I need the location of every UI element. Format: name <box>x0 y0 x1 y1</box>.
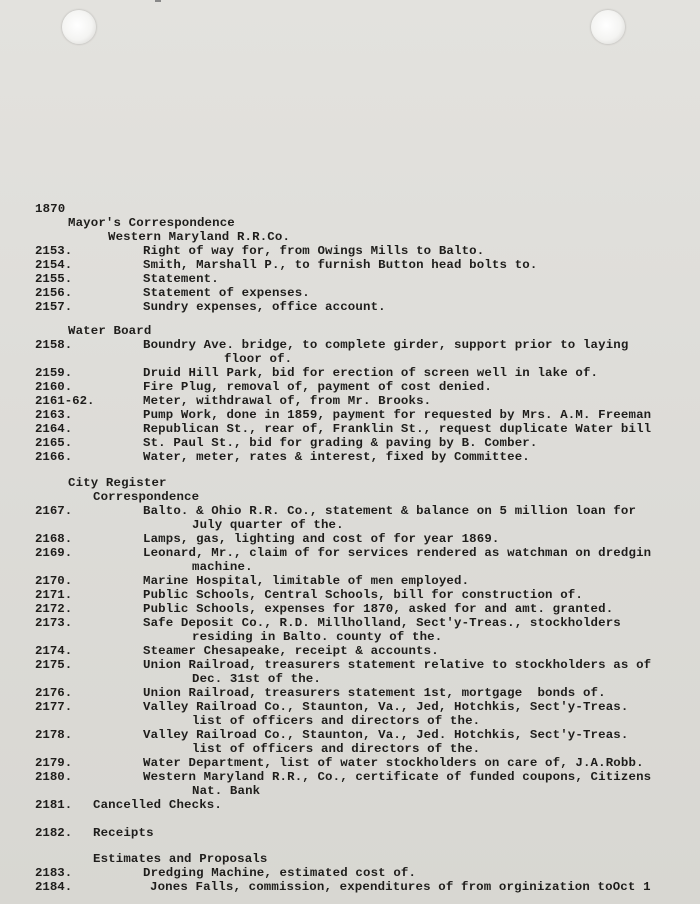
entry-number: 2169. <box>35 546 73 560</box>
entry-text: Druid Hill Park, bid for erection of screen well in lake of. <box>143 366 599 380</box>
entry-number: 2183. <box>35 866 73 880</box>
entry-continuation: list of officers and directors of the. <box>192 714 481 728</box>
entry-text: Union Railroad, treasurers statement relative to stockholders as of <box>143 658 652 672</box>
entry-text: Water, meter, rates & interest, fixed by Committee. <box>143 450 530 464</box>
entry-continuation: floor of. <box>224 352 293 366</box>
entry-text: Republican St., rear of, Franklin St., request duplicate Water bill <box>143 422 652 436</box>
entry-text: Marine Hospital, limitable of men employed. <box>143 574 470 588</box>
entry-number: 2158. <box>35 338 73 352</box>
section-heading-water-board: Water Board <box>68 324 152 338</box>
entry-number: 2177. <box>35 700 73 714</box>
entry-text: Lamps, gas, lighting and cost of for year 1869. <box>143 532 500 546</box>
entry-text: Western Maryland R.R., Co., certificate of funded coupons, Citizens <box>143 770 652 784</box>
entry-number: 2175. <box>35 658 73 672</box>
entry-text: Union Railroad, treasurers statement 1st, mortgage bonds of. <box>143 686 606 700</box>
entry-text: Pump Work, done in 1859, payment for requested by Mrs. A.M. Freeman <box>143 408 652 422</box>
entry-number: 2160. <box>35 380 73 394</box>
entry-number: 2173. <box>35 616 73 630</box>
entry-text: Balto. & Ohio R.R. Co., statement & balance on 5 million loan for <box>143 504 637 518</box>
entry-number: 2179. <box>35 756 73 770</box>
entry-continuation: residing in Balto. county of the. <box>192 630 443 644</box>
entry-text: Public Schools, expenses for 1870, asked for and amt. granted. <box>143 602 614 616</box>
entry-number: 2172. <box>35 602 73 616</box>
entry-continuation: Nat. Bank <box>192 784 261 798</box>
entry-number: 2157. <box>35 300 73 314</box>
entry-number: 2182. <box>35 826 73 840</box>
year-heading: 1870 <box>35 202 66 216</box>
section-heading-city-register: City Register <box>68 476 167 490</box>
entry-number: 2159. <box>35 366 73 380</box>
entry-text: Statement of expenses. <box>143 286 310 300</box>
entry-text: Right of way for, from Owings Mills to Balto. <box>143 244 485 258</box>
entry-number: 2176. <box>35 686 73 700</box>
punch-hole-right <box>591 10 625 44</box>
entry-continuation: machine. <box>192 560 253 574</box>
entry-number: 2161-62. <box>35 394 95 408</box>
entry-number: 2153. <box>35 244 73 258</box>
entry-text: Public Schools, Central Schools, bill for construction of. <box>143 588 583 602</box>
entry-text: Receipts <box>93 826 154 840</box>
entry-text: Boundry Ave. bridge, to complete girder, support prior to laying <box>143 338 629 352</box>
entry-number: 2155. <box>35 272 73 286</box>
punch-hole-left <box>62 10 96 44</box>
entry-number: 2163. <box>35 408 73 422</box>
entry-continuation: Dec. 31st of the. <box>192 672 321 686</box>
entry-text: Fire Plug, removal of, payment of cost denied. <box>143 380 492 394</box>
entry-number: 2174. <box>35 644 73 658</box>
paper-mark <box>155 0 161 2</box>
entry-continuation: July quarter of the. <box>192 518 344 532</box>
entry-text: Cancelled Checks. <box>93 798 222 812</box>
entry-number: 2154. <box>35 258 73 272</box>
entry-text: Leonard, Mr., claim of for services rendered as watchman on dredgin <box>143 546 652 560</box>
entry-number: 2171. <box>35 588 73 602</box>
entry-text: Safe Deposit Co., R.D. Millholland, Sect'y-Treas., stockholders <box>143 616 621 630</box>
entry-text: Jones Falls, commission, expenditures of from orginization toOct 1 <box>150 880 651 894</box>
entry-text: Statement. <box>143 272 219 286</box>
entry-number: 2184. <box>35 880 73 894</box>
entry-text: Valley Railroad Co., Staunton, Va., Jed, Hotchkis, Sect'y-Treas. <box>143 700 629 714</box>
section-heading-estimates: Estimates and Proposals <box>93 852 268 866</box>
entry-text: Valley Railroad Co., Staunton, Va., Jed. Hotchkis, Sect'y-Treas. <box>143 728 629 742</box>
entry-number: 2164. <box>35 422 73 436</box>
entry-number: 2181. <box>35 798 73 812</box>
entry-number: 2166. <box>35 450 73 464</box>
entry-number: 2170. <box>35 574 73 588</box>
entry-text: Smith, Marshall P., to furnish Button head bolts to. <box>143 258 538 272</box>
entry-number: 2168. <box>35 532 73 546</box>
subheading-correspondence: Correspondence <box>93 490 200 504</box>
entry-text: Sundry expenses, office account. <box>143 300 386 314</box>
entry-number: 2167. <box>35 504 73 518</box>
entry-text: Meter, withdrawal of, from Mr. Brooks. <box>143 394 432 408</box>
entry-text: St. Paul St., bid for grading & paving by B. Comber. <box>143 436 538 450</box>
entry-continuation: list of officers and directors of the. <box>192 742 481 756</box>
entry-number: 2165. <box>35 436 73 450</box>
entry-text: Dredging Machine, estimated cost of. <box>143 866 417 880</box>
entry-number: 2178. <box>35 728 73 742</box>
entry-number: 2180. <box>35 770 73 784</box>
subheading-western-maryland: Western Maryland R.R.Co. <box>108 230 291 244</box>
entry-text: Steamer Chesapeake, receipt & accounts. <box>143 644 439 658</box>
section-heading-mayor: Mayor's Correspondence <box>68 216 235 230</box>
entry-text: Water Department, list of water stockholders on care of, J.A.Robb. <box>143 756 644 770</box>
entry-number: 2156. <box>35 286 73 300</box>
